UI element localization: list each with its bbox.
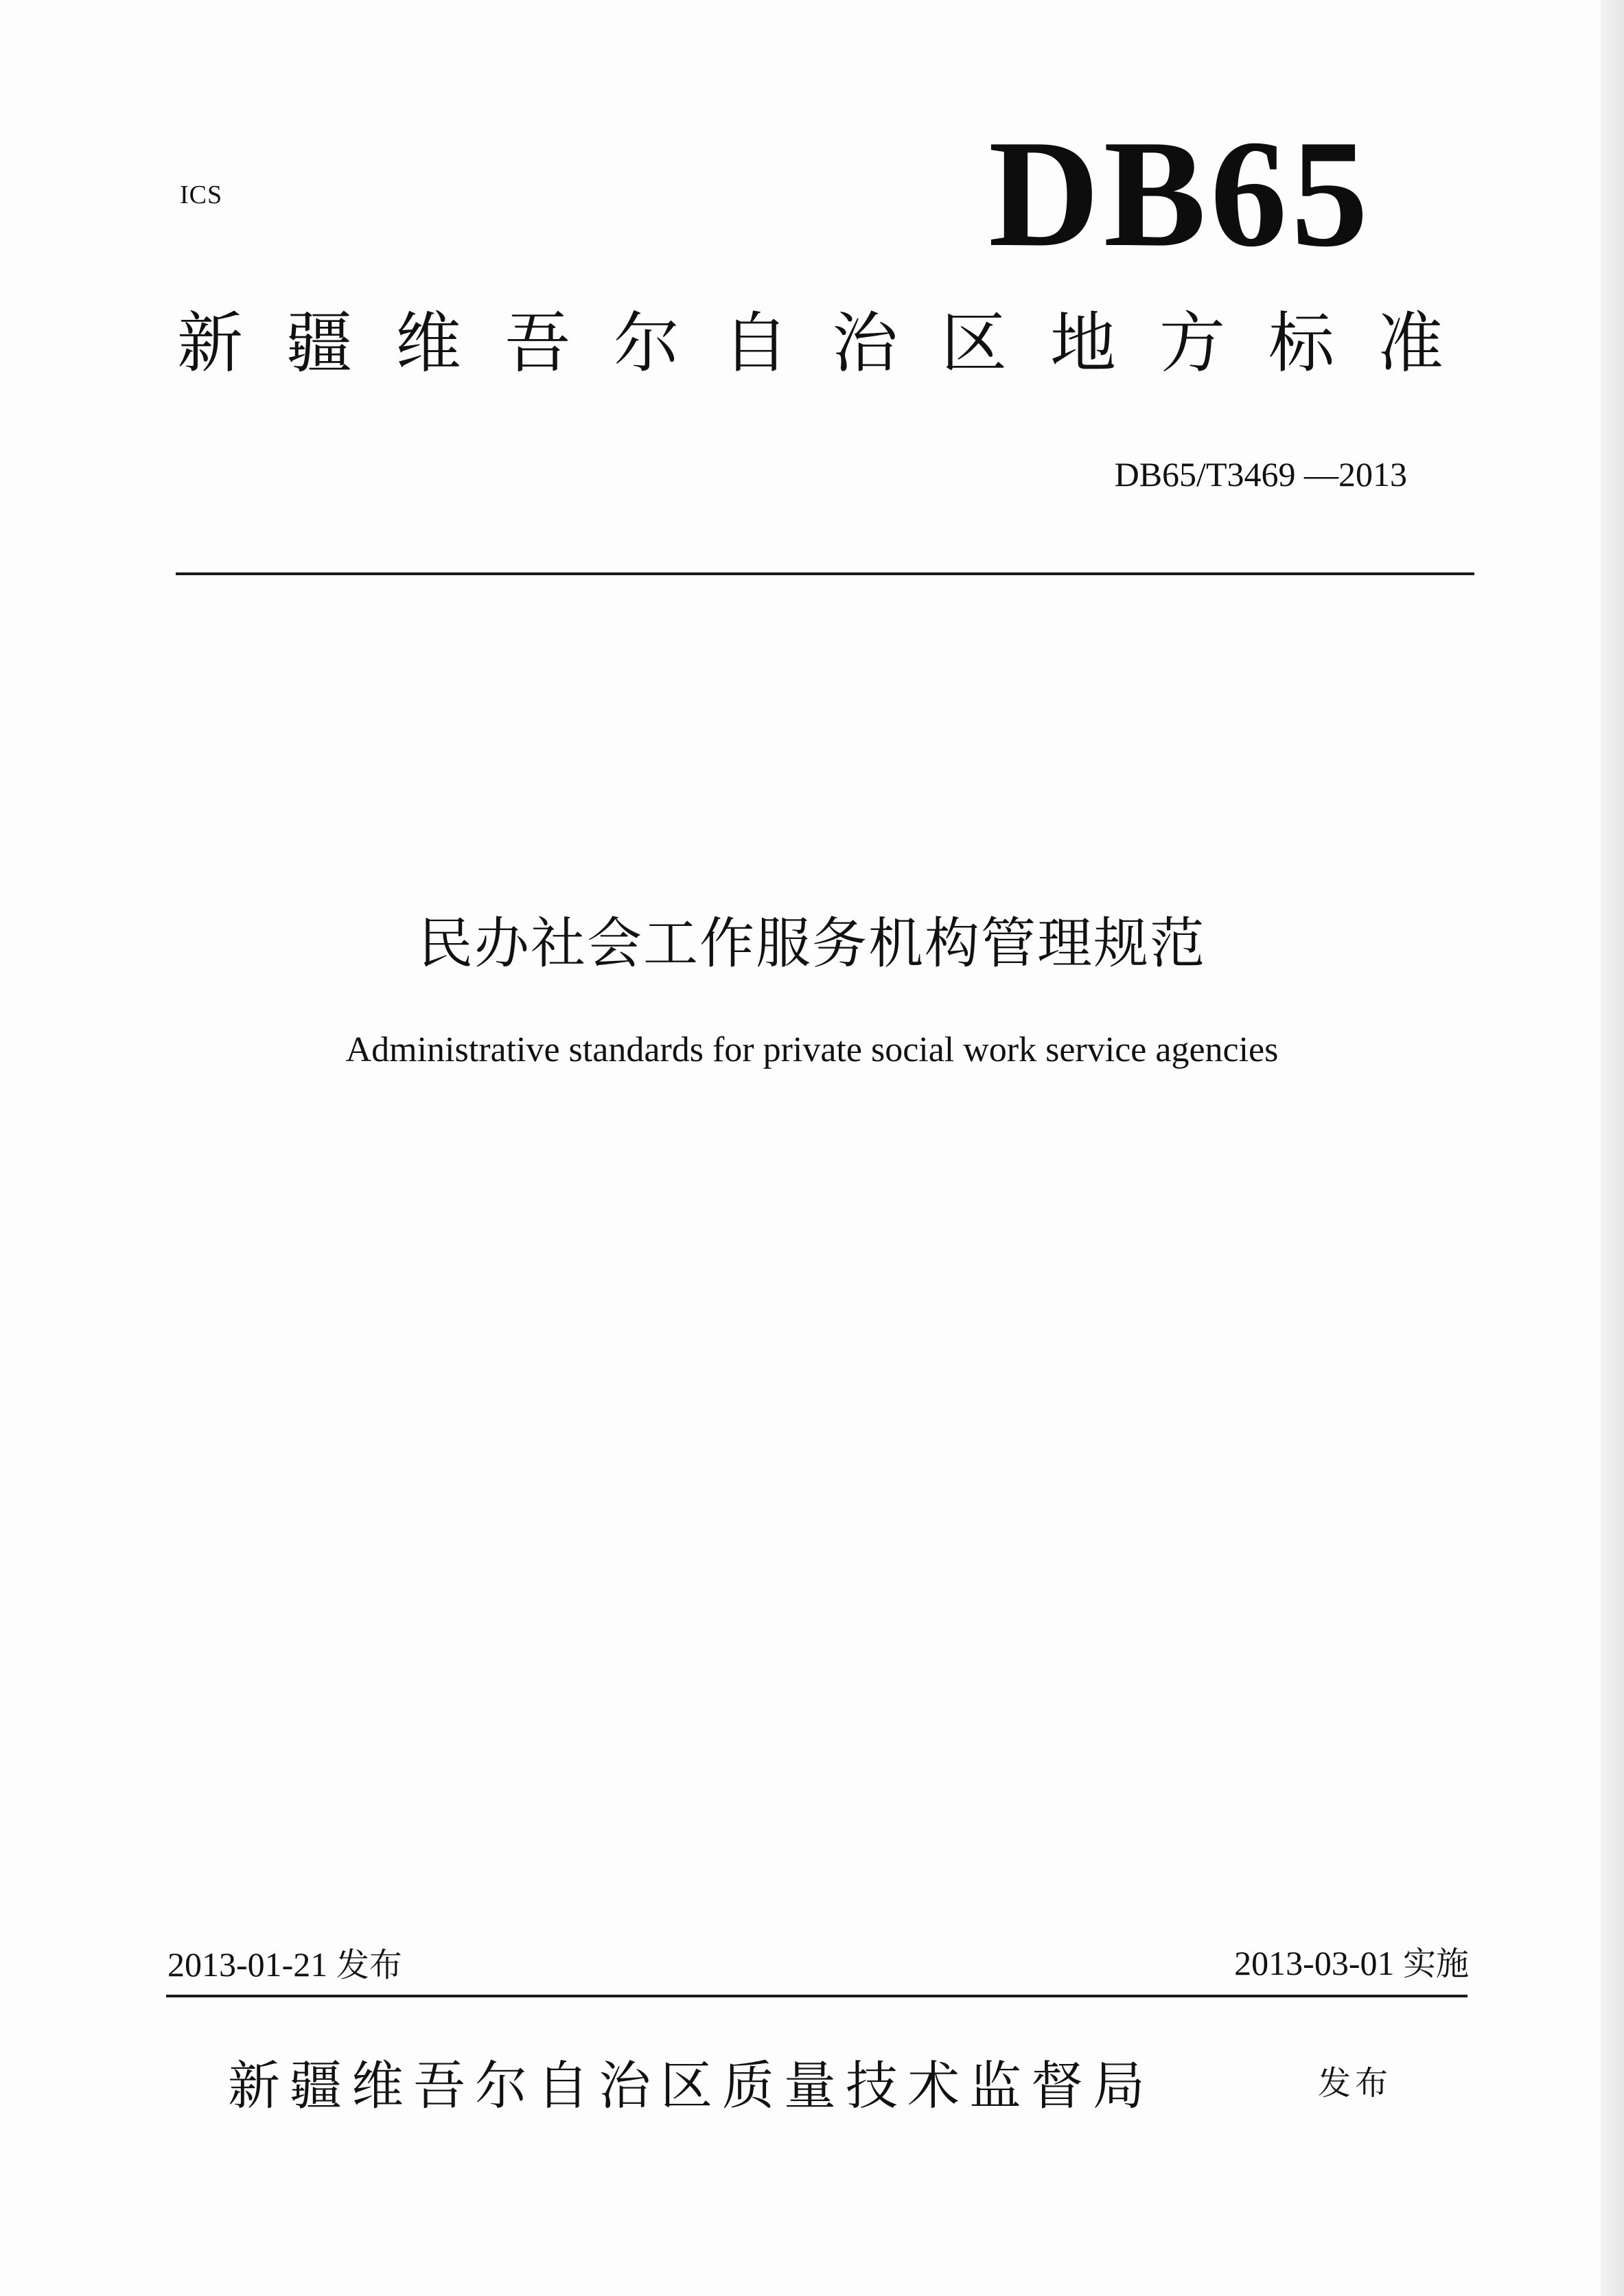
top-divider: [176, 572, 1474, 575]
standard-number: DB65/T3469 —2013: [1114, 455, 1407, 494]
effective-label: 实施: [1402, 1945, 1469, 1983]
issuing-body-title: 新疆维吾尔自治区地方标准: [177, 305, 1487, 382]
publisher-suffix: 发布: [1318, 2064, 1393, 2102]
issue-label: 发布: [336, 1946, 402, 1984]
effective-date: 2013-03-01: [1234, 1944, 1395, 1982]
document-title-chinese: 民办社会工作服务机构管理规范: [418, 912, 1206, 975]
issue-date-line: [167, 1938, 402, 1986]
issue-date: 2013-01-21: [167, 1945, 328, 1984]
ics-label: ICS: [180, 181, 223, 209]
document-title-english: Administrative standards for private social work service agencies: [345, 1030, 1279, 1069]
scan-edge: [1601, 0, 1624, 2296]
effective-date-line: [1234, 1937, 1469, 1984]
bottom-divider: [166, 1995, 1468, 1997]
standard-code-logo: DB65: [988, 108, 1373, 279]
publisher-name: 新疆维吾尔自治区质量技术监督局: [228, 2055, 1155, 2116]
